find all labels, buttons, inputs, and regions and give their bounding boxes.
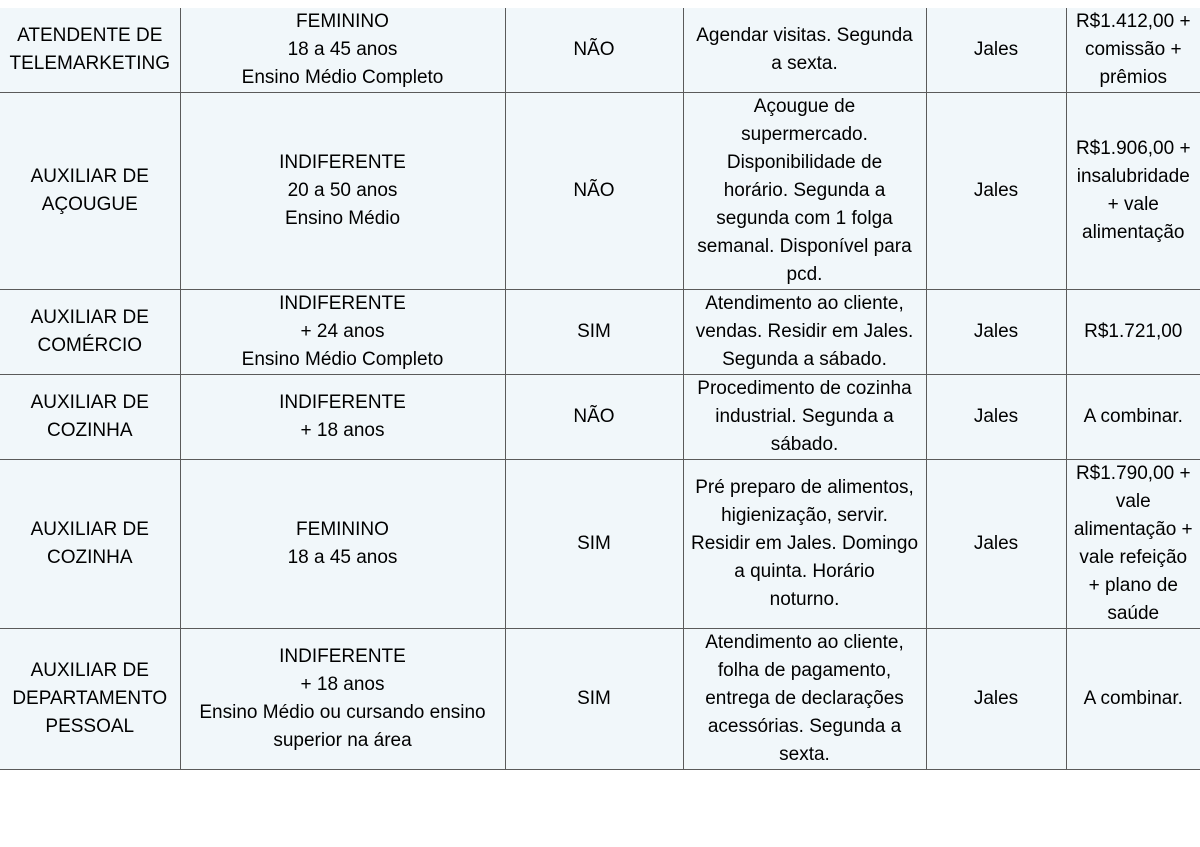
description-cell: Procedimento de cozinha industrial. Segunda a sábado.	[683, 375, 926, 460]
experience-cell: SIM	[505, 290, 683, 375]
profile-cell: INDIFERENTE + 18 anos	[180, 375, 505, 460]
profile-cell: INDIFERENTE + 18 anos Ensino Médio ou cursando ensino superior na área	[180, 629, 505, 770]
description-cell: Atendimento ao cliente, folha de pagamento, entrega de declarações acessórias. Segunda a sexta.	[683, 629, 926, 770]
description-cell: Pré preparo de alimentos, higienização, servir. Residir em Jales. Domingo a quinta. Horário noturno.	[683, 460, 926, 629]
description-cell: Agendar visitas. Segunda a sexta.	[683, 8, 926, 93]
table-row	[0, 629, 1200, 770]
city-cell: Jales	[926, 93, 1066, 290]
city-cell: Jales	[926, 290, 1066, 375]
experience-cell: SIM	[505, 629, 683, 770]
profile-cell: INDIFERENTE + 24 anos Ensino Médio Completo	[180, 290, 505, 375]
table-row	[0, 93, 1200, 290]
salary-cell: R$1.721,00	[1066, 290, 1200, 375]
city-cell: Jales	[926, 460, 1066, 629]
experience-cell: NÃO	[505, 93, 683, 290]
experience-cell: NÃO	[505, 8, 683, 93]
city-cell: Jales	[926, 629, 1066, 770]
job-title-cell: AUXILIAR DE COZINHA	[0, 375, 180, 460]
job-title-cell: AUXILIAR DE AÇOUGUE	[0, 93, 180, 290]
table-row	[0, 375, 1200, 460]
city-cell: Jales	[926, 8, 1066, 93]
table-row	[0, 460, 1200, 629]
salary-cell: R$1.412,00 + comissão + prêmios	[1066, 8, 1200, 93]
city-cell: Jales	[926, 375, 1066, 460]
experience-cell: SIM	[505, 460, 683, 629]
description-cell: Atendimento ao cliente, vendas. Residir em Jales. Segunda a sábado.	[683, 290, 926, 375]
salary-cell: R$1.906,00 + insalubridade + vale alimentação	[1066, 93, 1200, 290]
job-listings-table	[0, 8, 1200, 770]
profile-cell: FEMININO 18 a 45 anos Ensino Médio Completo	[180, 8, 505, 93]
job-title-cell: ATENDENTE DE TELEMARKETING	[0, 8, 180, 93]
job-title-cell: AUXILIAR DE COZINHA	[0, 460, 180, 629]
job-title-cell: AUXILIAR DE DEPARTAMENTO PESSOAL	[0, 629, 180, 770]
salary-cell: R$1.790,00 + vale alimentação + vale refeição + plano de saúde	[1066, 460, 1200, 629]
salary-cell: A combinar.	[1066, 375, 1200, 460]
profile-cell: INDIFERENTE 20 a 50 anos Ensino Médio	[180, 93, 505, 290]
table-row	[0, 290, 1200, 375]
table-row	[0, 8, 1200, 93]
experience-cell: NÃO	[505, 375, 683, 460]
description-cell: Açougue de supermercado. Disponibilidade de horário. Segunda a segunda com 1 folga semanal. Disponível para pcd.	[683, 93, 926, 290]
job-title-cell: AUXILIAR DE COMÉRCIO	[0, 290, 180, 375]
profile-cell: FEMININO 18 a 45 anos	[180, 460, 505, 629]
salary-cell: A combinar.	[1066, 629, 1200, 770]
